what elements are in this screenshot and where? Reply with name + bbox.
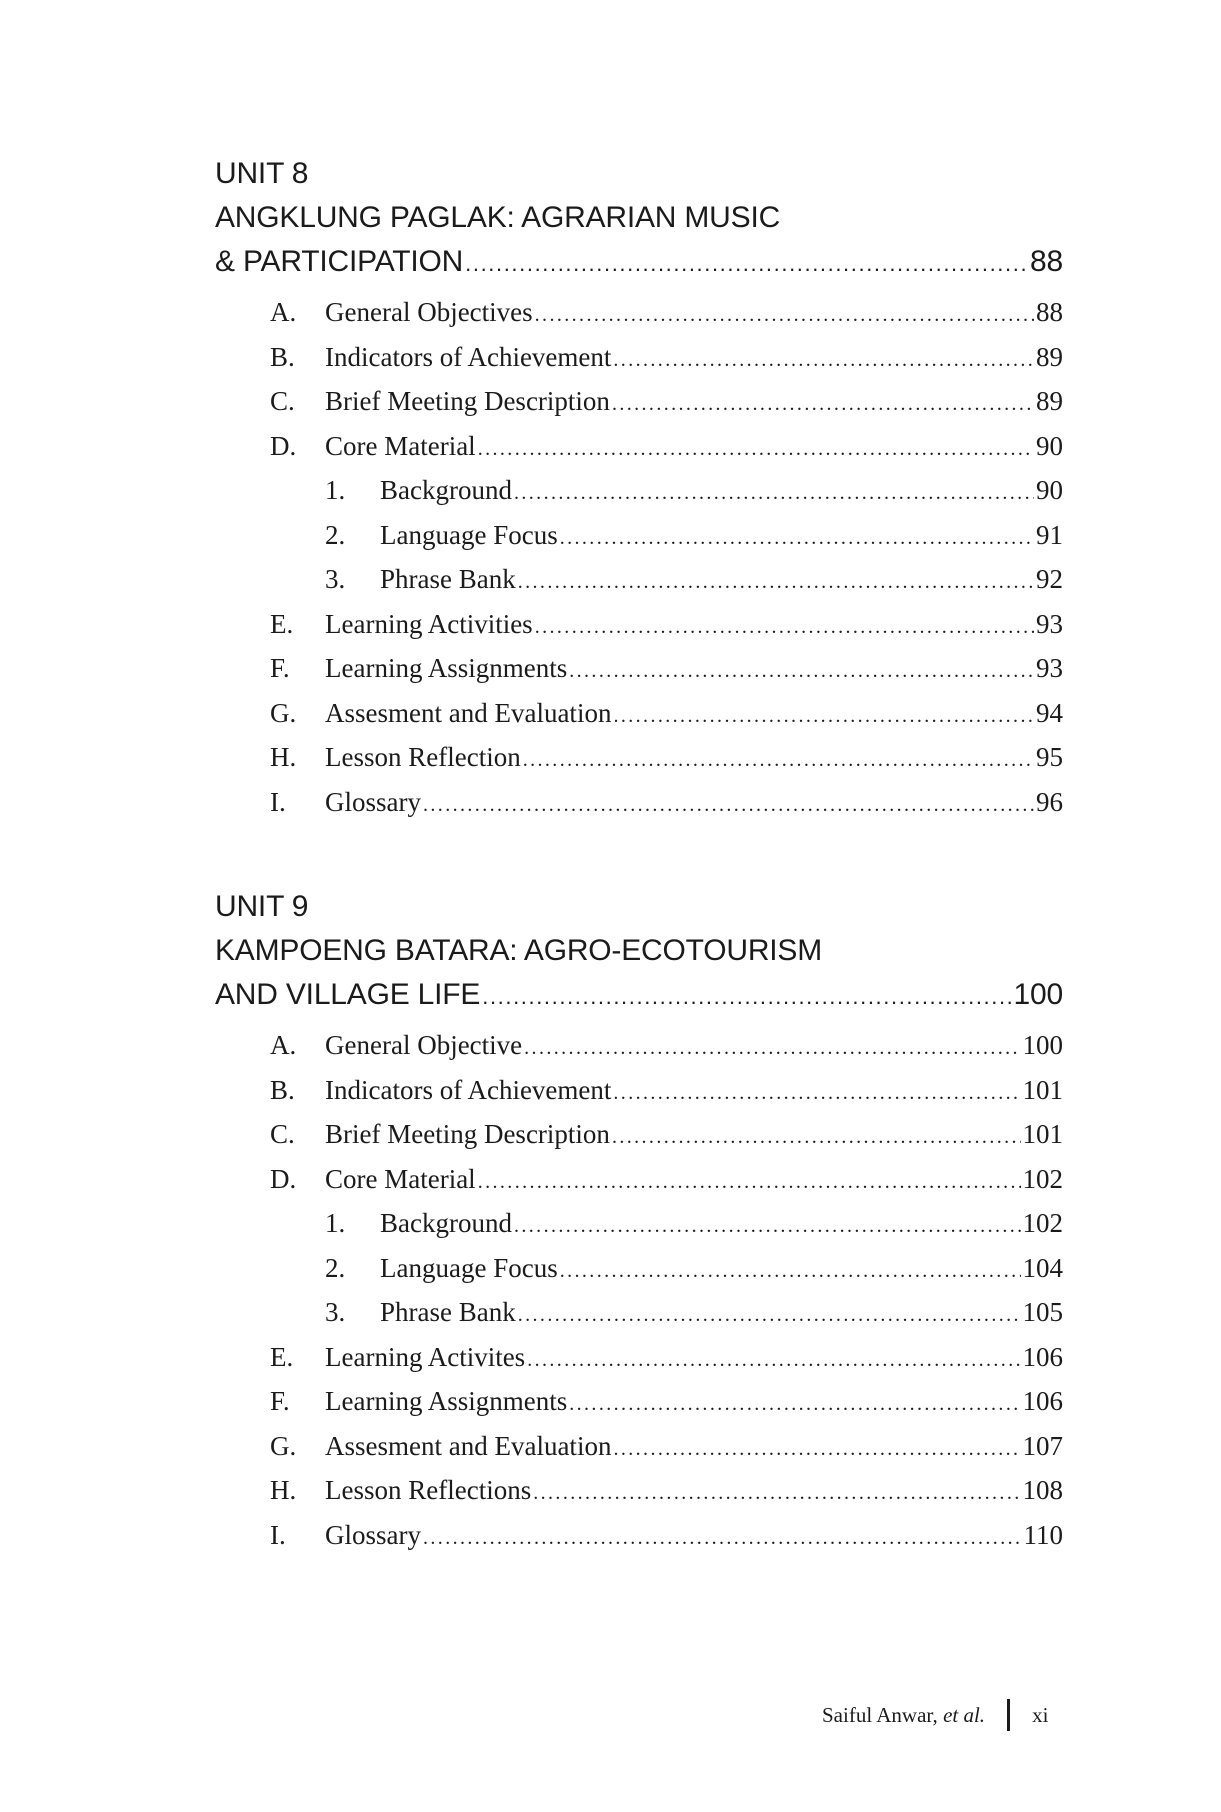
entry-marker: 2. xyxy=(325,519,346,550)
entry-marker: G. xyxy=(270,697,297,728)
toc-entry[interactable] xyxy=(215,513,1063,558)
unit-title-line-1: ANGKLUNG PAGLAK: AGRARIAN MUSIC xyxy=(215,201,781,234)
dot-leader xyxy=(569,1382,1020,1427)
toc-entry[interactable] xyxy=(215,1424,1063,1469)
unit-9-section xyxy=(215,890,1063,1557)
toc-entry[interactable] xyxy=(215,468,1063,513)
entry-marker: F. xyxy=(270,1386,290,1416)
dot-leader xyxy=(560,1249,1021,1294)
entry-page-number: 90 xyxy=(1036,430,1063,461)
dot-leader xyxy=(514,1204,1021,1249)
dot-leader xyxy=(612,1115,1021,1160)
unit-title-line-2: & PARTICIPATION xyxy=(215,245,464,278)
toc-entry[interactable] xyxy=(215,1023,1063,1068)
entry-marker: 3. xyxy=(325,1297,346,1327)
toc-entry[interactable] xyxy=(215,1157,1063,1202)
footer-divider xyxy=(1007,1699,1010,1731)
dot-leader xyxy=(518,560,1034,605)
entry-title: General Objectives xyxy=(325,297,533,327)
entry-title: Brief Meeting Description xyxy=(325,386,610,416)
entry-page-number: 96 xyxy=(1036,786,1063,817)
entry-page-number: 93 xyxy=(1036,608,1063,639)
dot-leader xyxy=(560,516,1034,561)
unit-title-entry[interactable] xyxy=(215,973,1063,1017)
entry-marker: B. xyxy=(270,1074,295,1105)
entry-marker: A. xyxy=(270,1030,297,1060)
entry-page-number: 102 xyxy=(1022,1208,1063,1238)
toc-entry[interactable] xyxy=(215,379,1063,424)
entry-marker: E. xyxy=(270,608,294,639)
dot-leader xyxy=(613,1071,1020,1116)
page-number: xi xyxy=(1032,1702,1049,1727)
dot-leader xyxy=(423,1516,1022,1561)
entry-page-number: 106 xyxy=(1022,1341,1063,1372)
entry-marker: D. xyxy=(270,430,297,461)
unit-label: UNIT 8 xyxy=(215,157,309,190)
unit-8-section xyxy=(215,157,1063,824)
dot-leader xyxy=(613,338,1034,383)
entry-title: Language Focus xyxy=(380,519,558,550)
footer-author xyxy=(822,1703,985,1728)
unit-title-line-2: AND VILLAGE LIFE xyxy=(215,978,481,1011)
entry-title: Learning Assignments xyxy=(325,653,568,683)
entry-title: Lesson Reflection xyxy=(325,742,521,772)
toc-entry[interactable] xyxy=(215,691,1063,736)
dot-leader xyxy=(535,605,1034,650)
entry-title: Phrase Bank xyxy=(380,564,516,594)
toc-entry[interactable] xyxy=(215,735,1063,780)
entry-title: General Objective xyxy=(325,1030,523,1060)
entry-title: Learning Activities xyxy=(325,608,533,639)
entry-page-number: 89 xyxy=(1036,341,1063,372)
entry-marker: 2. xyxy=(325,1252,346,1283)
entry-title: Assesment and Evaluation xyxy=(325,1430,612,1461)
dot-leader xyxy=(465,242,1028,286)
author-name: Saiful Anwar, xyxy=(822,1702,938,1727)
entry-page-number: 92 xyxy=(1036,564,1063,594)
toc-entry[interactable] xyxy=(215,424,1063,469)
unit-label: UNIT 9 xyxy=(215,890,309,923)
entry-title: Indicators of Achievement xyxy=(325,1074,612,1105)
entry-marker: G. xyxy=(270,1430,297,1461)
toc-entry[interactable] xyxy=(215,557,1063,602)
entry-marker: E. xyxy=(270,1341,294,1372)
entry-page-number: 90 xyxy=(1036,475,1063,505)
entry-page-number: 106 xyxy=(1022,1386,1063,1416)
unit-page-number: 100 xyxy=(1013,978,1063,1011)
entry-page-number: 91 xyxy=(1036,519,1063,550)
dot-leader xyxy=(613,1427,1020,1472)
entry-page-number: 101 xyxy=(1022,1074,1063,1105)
dot-leader xyxy=(478,427,1034,472)
entry-page-number: 88 xyxy=(1036,297,1063,327)
dot-leader xyxy=(527,1338,1020,1383)
entry-title: Background xyxy=(380,475,512,505)
entry-marker: F. xyxy=(270,653,290,683)
entry-marker: A. xyxy=(270,297,297,327)
toc-entry[interactable] xyxy=(215,1068,1063,1113)
toc-entry[interactable] xyxy=(215,1112,1063,1157)
toc-entry[interactable] xyxy=(215,602,1063,647)
toc-entry[interactable] xyxy=(215,1335,1063,1380)
entry-marker: I. xyxy=(270,786,286,817)
author-suffix: et al. xyxy=(943,1702,986,1727)
entry-page-number: 89 xyxy=(1036,386,1063,416)
toc-entry[interactable] xyxy=(215,290,1063,335)
dot-leader xyxy=(523,738,1034,783)
toc-entry[interactable] xyxy=(215,1246,1063,1291)
unit-title-entry[interactable] xyxy=(215,240,1063,284)
toc-entry[interactable] xyxy=(215,1513,1063,1558)
toc-entry[interactable] xyxy=(215,646,1063,691)
entry-title: Core Material xyxy=(325,1163,476,1194)
entry-page-number: 108 xyxy=(1022,1475,1063,1505)
dot-leader xyxy=(535,293,1034,338)
dot-leader xyxy=(524,1026,1020,1071)
toc-entries xyxy=(215,1023,1063,1557)
toc-entry[interactable] xyxy=(215,1290,1063,1335)
entry-title: Glossary xyxy=(325,786,421,817)
toc-entry[interactable] xyxy=(215,335,1063,380)
entry-marker: 1. xyxy=(325,1208,346,1238)
toc-entry[interactable] xyxy=(215,1201,1063,1246)
dot-leader xyxy=(423,783,1034,828)
entry-page-number: 104 xyxy=(1022,1252,1063,1283)
toc-entries xyxy=(215,290,1063,824)
entry-title: Brief Meeting Description xyxy=(325,1119,610,1149)
dot-leader xyxy=(518,1293,1021,1338)
entry-title: Glossary xyxy=(325,1519,421,1550)
entry-page-number: 101 xyxy=(1022,1119,1063,1149)
entry-page-number: 93 xyxy=(1036,653,1063,683)
entry-marker: 1. xyxy=(325,475,346,505)
entry-page-number: 94 xyxy=(1036,697,1063,728)
entry-title: Assesment and Evaluation xyxy=(325,697,612,728)
dot-leader xyxy=(478,1160,1021,1205)
entry-title: Language Focus xyxy=(380,1252,558,1283)
dot-leader xyxy=(613,694,1034,739)
dot-leader xyxy=(533,1471,1020,1516)
entry-page-number: 95 xyxy=(1036,742,1063,772)
entry-title: Indicators of Achievement xyxy=(325,341,612,372)
toc-entry[interactable] xyxy=(215,780,1063,825)
entry-page-number: 102 xyxy=(1022,1163,1063,1194)
toc-entry[interactable] xyxy=(215,1468,1063,1513)
toc-entry[interactable] xyxy=(215,1379,1063,1424)
dot-leader xyxy=(612,382,1034,427)
entry-page-number: 105 xyxy=(1022,1297,1063,1327)
unit-title-line-1: KAMPOENG BATARA: AGRO-ECOTOURISM xyxy=(215,934,823,967)
entry-marker: C. xyxy=(270,1119,295,1149)
entry-title: Learning Activites xyxy=(325,1341,526,1372)
page-footer xyxy=(822,1697,1048,1733)
entry-page-number: 100 xyxy=(1022,1030,1063,1060)
dot-leader xyxy=(569,649,1034,694)
entry-marker: 3. xyxy=(325,564,346,594)
entry-marker: C. xyxy=(270,386,295,416)
dot-leader xyxy=(482,975,1011,1019)
entry-marker: B. xyxy=(270,341,295,372)
entry-title: Phrase Bank xyxy=(380,1297,516,1327)
entry-title: Lesson Reflections xyxy=(325,1475,532,1505)
entry-marker: D. xyxy=(270,1163,297,1194)
entry-page-number: 110 xyxy=(1023,1519,1063,1550)
entry-title: Learning Assignments xyxy=(325,1386,568,1416)
entry-page-number: 107 xyxy=(1022,1430,1063,1461)
dot-leader xyxy=(514,471,1034,516)
unit-page-number: 88 xyxy=(1030,245,1063,278)
entry-marker: I. xyxy=(270,1519,286,1550)
entry-marker: H. xyxy=(270,1475,297,1505)
entry-marker: H. xyxy=(270,742,297,772)
entry-title: Core Material xyxy=(325,430,476,461)
entry-title: Background xyxy=(380,1208,512,1238)
